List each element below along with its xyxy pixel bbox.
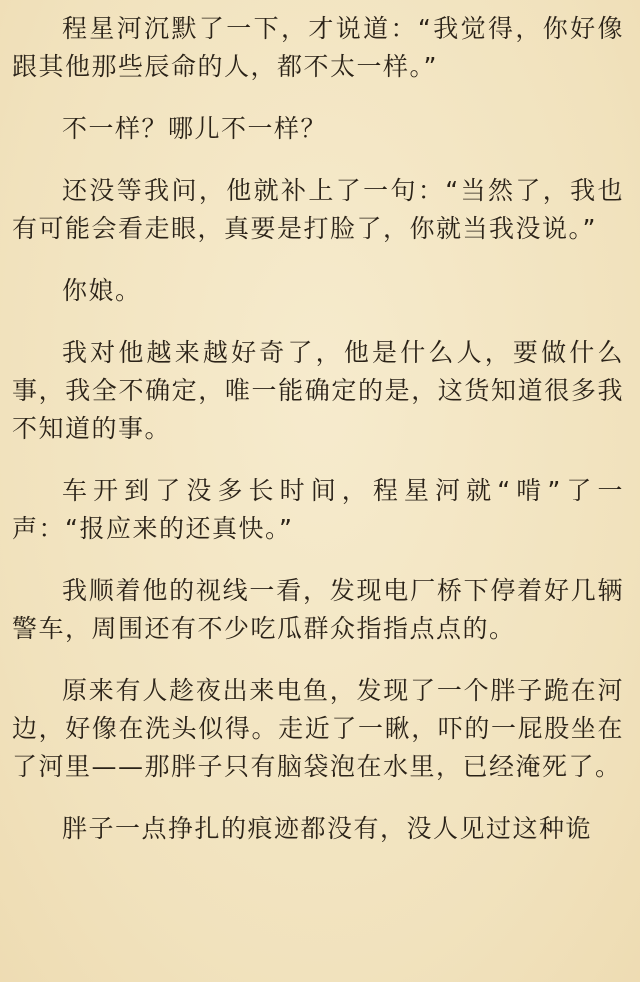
paragraph: 胖子一点挣扎的痕迹都没有，没人见过这种诡 [62,814,593,843]
paragraph: 我对他越来越好奇了，他是什么人，要做什么事，我全不确定，唯一能确定的是，这货知道很多我不知道的事。 [12,338,624,443]
paragraph: 原来有人趁夜出来电鱼，发现了一个胖子跪在河边，好像在洗头似得。走近了一瞅，吓的一屁股坐在了河里——那胖子只有脑袋泡在水里，已经淹死了。 [12,676,624,781]
paragraph: 你娘。 [62,276,142,305]
paragraph: 我顺着他的视线一看，发现电厂桥下停着好几辆警车，周围还有不少吃瓜群众指指点点的。 [12,576,624,643]
paragraph: 程星河沉默了一下，才说道：“我觉得，你好像跟其他那些辰命的人，都不太一样。” [12,14,624,81]
paragraph: 还没等我问，他就补上了一句：“当然了，我也有可能会看走眼，真要是打脸了，你就当我没说。” [12,176,624,243]
paragraph: 不一样？哪儿不一样？ [62,114,328,143]
paragraph: 车开到了没多长时间，程星河就“啃”了一声：“报应来的还真快。” [12,476,624,543]
